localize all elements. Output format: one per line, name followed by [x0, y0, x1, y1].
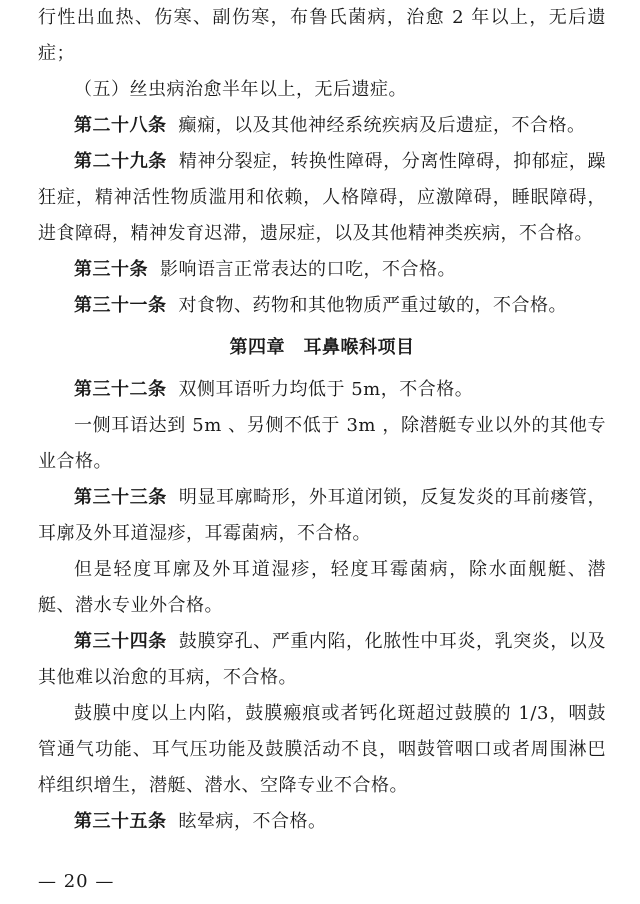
article-34 — [38, 624, 606, 696]
paragraph — [38, 696, 606, 804]
article-number: 第三十五条 — [74, 811, 167, 832]
article-text: 眩晕病，不合格。 — [178, 811, 327, 832]
article-text: 精神分裂症，转换性障碍，分离性障碍，抑郁症，躁狂症，精神活性物质滥用和依赖，人格障碍，应激障碍，睡眠障碍，进食障碍，精神发育迟滞，遗尿症，以及其他精神类疾病，不合格。 — [38, 151, 607, 244]
article-number: 第二十九条 — [74, 151, 167, 172]
paragraph — [38, 552, 606, 624]
paragraph-text: 但是轻度耳廓及外耳道湿疹，轻度耳霉菌病，除水面舰艇、潜艇、潜水专业外合格。 — [38, 559, 606, 616]
paragraph — [38, 0, 606, 72]
document-body — [38, 0, 606, 840]
article-30 — [38, 252, 606, 288]
chapter-heading: 第四章 耳鼻喉科项目 — [229, 337, 415, 358]
page-number: — 20 — — [38, 871, 115, 892]
article-31 — [38, 288, 606, 324]
paragraph-text: 行性出血热、伤寒、副伤寒，布鲁氏菌病，治愈 2 年以上，无后遗症； — [38, 7, 606, 64]
article-text: 癫痫，以及其他神经系统疾病及后遗症，不合格。 — [178, 115, 586, 136]
article-number: 第三十四条 — [74, 631, 167, 652]
article-28 — [38, 108, 606, 144]
article-29 — [38, 144, 606, 252]
paragraph-text: 鼓膜中度以上内陷，鼓膜瘢痕或者钙化斑超过鼓膜的 1/3，咽鼓管通气功能、耳气压功能及鼓膜活动不良，咽鼓管咽口或者周围淋巴样组织增生，潜艇、潜水、空降专业不合格。 — [38, 703, 606, 796]
paragraph-text: 一侧耳语达到 5m 、另侧不低于 3m ，除潜艇专业以外的其他专业合格。 — [38, 415, 606, 472]
paragraph — [38, 72, 606, 108]
paragraph-text: （五）丝虫病治愈半年以上，无后遗症。 — [74, 79, 407, 100]
article-number: 第三十条 — [74, 259, 148, 280]
article-33 — [38, 480, 606, 552]
article-35 — [38, 804, 606, 840]
article-text: 影响语言正常表达的口吃，不合格。 — [160, 259, 456, 280]
article-text: 明显耳廓畸形，外耳道闭锁，反复发炎的耳前瘘管，耳廓及外耳道湿疹，耳霉菌病，不合格。 — [38, 487, 607, 544]
article-text: 鼓膜穿孔、严重内陷，化脓性中耳炎，乳突炎，以及其他难以治愈的耳病，不合格。 — [38, 631, 607, 688]
article-text: 对食物、药物和其他物质严重过敏的，不合格。 — [178, 295, 567, 316]
article-number: 第二十八条 — [74, 115, 167, 136]
paragraph — [38, 408, 606, 480]
article-number: 第三十二条 — [74, 379, 167, 400]
article-number: 第三十一条 — [74, 295, 167, 316]
article-text: 双侧耳语听力均低于 5m，不合格。 — [178, 379, 474, 400]
article-number: 第三十三条 — [74, 487, 167, 508]
article-32 — [38, 372, 606, 408]
